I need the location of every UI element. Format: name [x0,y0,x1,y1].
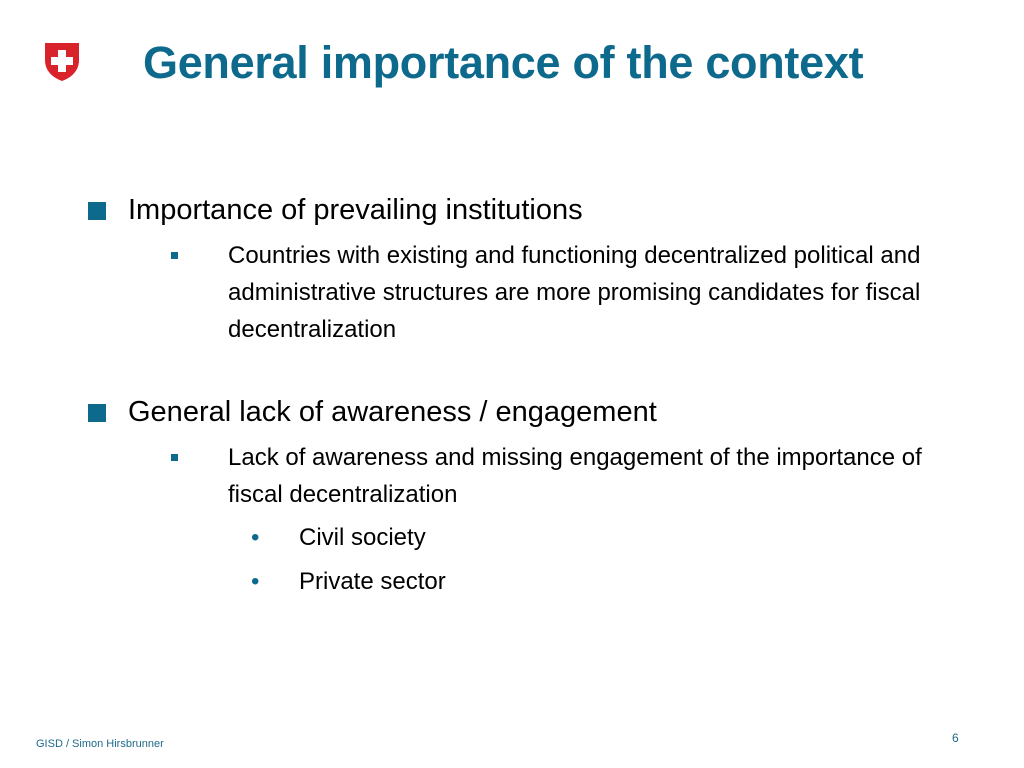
round-bullet-icon: • [251,568,260,595]
sub-bullet-text: Countries with existing and functioning decentralized political and administrative structures are more promising candidates for fiscal decentralization [228,242,921,343]
slide-title: General importance of the context [143,37,864,88]
square-bullet-icon [88,404,106,422]
swiss-cross-shield-icon [44,42,80,82]
list-item-label: Private sector [299,568,446,595]
list-item-label: Civil society [299,524,426,551]
page-number: 6 [952,731,959,745]
sub-bullet-text: Lack of awareness and missing engagement of the importance of fiscal decentralization [228,444,922,508]
square-bullet-icon [88,202,106,220]
small-square-bullet-icon [171,454,178,461]
footer-author: GISD / Simon Hirsbrunner [36,738,164,750]
main-bullet-label: General lack of awareness / engagement [128,396,657,428]
small-square-bullet-icon [171,252,178,259]
main-bullet-label: Importance of prevailing institutions [128,194,583,226]
round-bullet-icon: • [251,524,260,551]
cross-horizontal-bar [51,57,73,65]
